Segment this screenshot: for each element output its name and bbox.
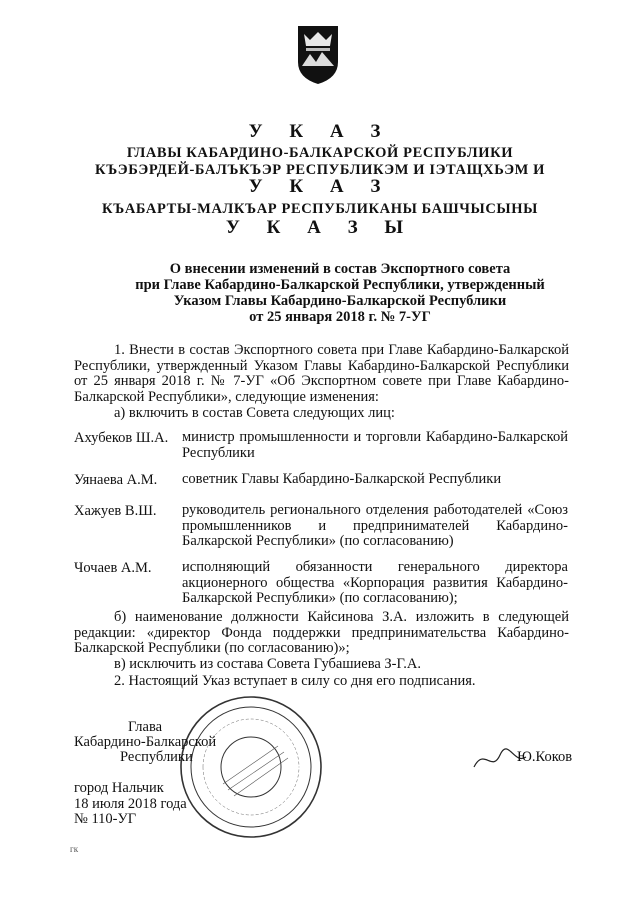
title-line: Указом Главы Кабардино-Балкарской Республики — [173, 293, 507, 309]
title-line: при Главе Кабардино-Балкарской Республики, утвержденный — [135, 277, 545, 293]
member-position: советник Главы Кабардино-Балкарской Республики — [182, 471, 502, 487]
signing-city: город Нальчик — [74, 780, 164, 796]
member-name: Ахубеков Ш.А. — [74, 430, 169, 446]
heading-head-kab: КЪЭБЭРДЕЙ-БАЛЪКЪЭР РЕСПУБЛИКЭМ И ІЭТАЩХЬЭМ И — [94, 162, 546, 178]
official-stamp — [178, 694, 324, 840]
footer-mark: гк — [70, 844, 79, 854]
signing-date: 18 июля 2018 года — [74, 796, 187, 812]
heading-head-ru: ГЛАВЫ КАБАРДИНО-БАЛКАРСКОЙ РЕСПУБЛИКИ — [126, 145, 514, 161]
member-position: министр промышленности и торговли Кабардино-Балкарской Республики — [182, 429, 568, 461]
member-name: Уянаева А.М. — [74, 472, 158, 488]
decree-number: № 110-УГ — [74, 811, 137, 827]
heading-ukaz-balk: У К А З Ы — [225, 217, 415, 238]
title-line: О внесении изменений в состав Экспортного совета — [169, 261, 511, 277]
member-position: руководитель регионального отделения работодателей «Союз промышленников и предпринимателей Кабардино-Балкарской Республики» (по согласованию) — [182, 502, 568, 549]
coat-of-arms-icon — [296, 22, 340, 86]
paragraph-1: 1. Внести в состав Экспортного совета при Главе Кабардино-Балкарской Республики, утвержденный Указом Главы Кабардино-Балкарской Республики от 25 января 2018 г. № 7-УГ «Об Экспортном совете при Главе Кабардино-Балкарской Республики», следующие изменения: — [74, 342, 569, 405]
signature-position-line: Кабардино-Балкарской — [74, 734, 217, 750]
paragraph-b: б) наименование должности Кайсинова З.А. изложить в следующей редакции: «директор Фонда поддержки предпринимательства Кабардино-Балкарской Республики (по согласованию)»; — [74, 609, 569, 656]
heading-ukaz-ru: У К А З — [248, 121, 392, 142]
signature-position-line: Глава — [128, 719, 163, 735]
paragraph-1a: а) включить в состав Совета следующих лиц: — [114, 405, 395, 421]
title-line: от 25 января 2018 г. № 7-УГ — [249, 309, 431, 325]
signatory-name: Ю.Коков — [517, 749, 573, 765]
member-position: исполняющий обязанности генерального директора акционерного общества «Корпорация развития Кабардино-Балкарской Республики» (по согласованию); — [182, 559, 568, 606]
paragraph-2: 2. Настоящий Указ вступает в силу со дня его подписания. — [114, 673, 476, 689]
paragraph-v: в) исключить из состава Совета Губашиева З-Г.А. — [114, 656, 421, 672]
heading-ukaz-kab: У К А З — [248, 176, 392, 197]
member-name: Чочаев А.М. — [74, 560, 152, 576]
heading-head-balk: КЪАБАРТЫ-МАЛКЪАР РЕСПУБЛИКАНЫ БАШЧЫСЫНЫ — [102, 201, 538, 217]
member-name: Хажуев В.Ш. — [74, 503, 157, 519]
signature-position-line: Республики — [120, 749, 193, 765]
document-title — [60, 261, 620, 325]
